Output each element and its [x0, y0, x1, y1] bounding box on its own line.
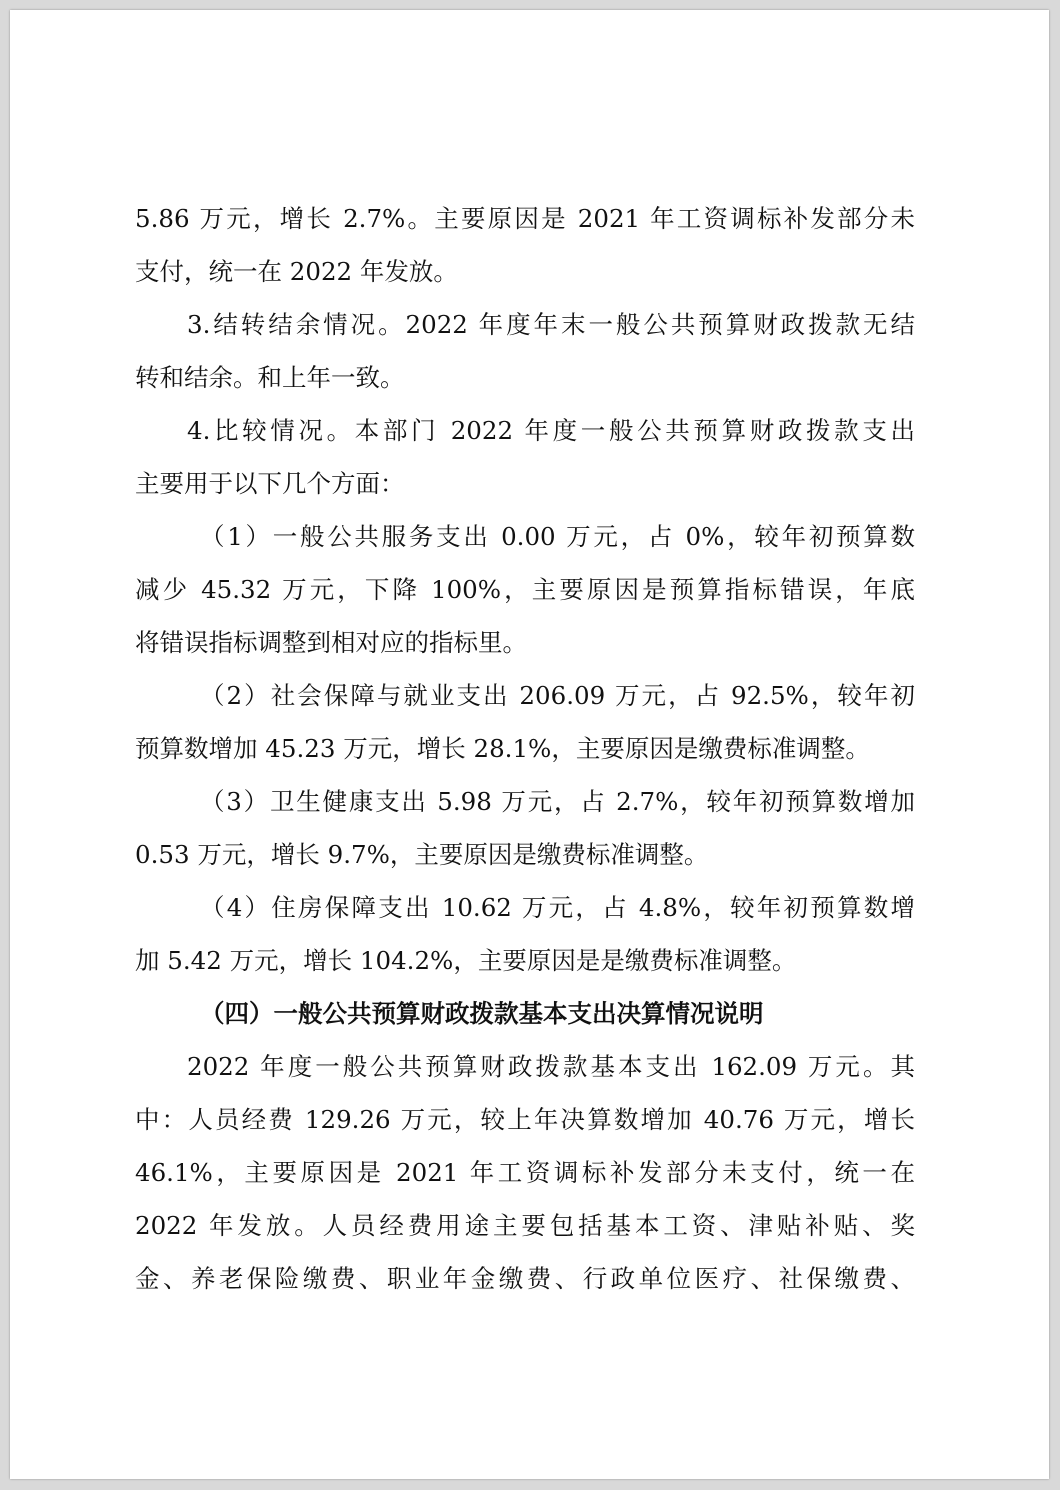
- text-line: 2022 年度一般公共预算财政拨款基本支出 162.09 万元。其: [187, 1052, 915, 1081]
- text-line: 加 5.42 万元，增长 104.2%，主要原因是是缴费标准调整。: [135, 946, 797, 975]
- paragraph-heading-comparison: 4.比较情况。本部门 2022 年度一般公共预算财政拨款支出: [187, 416, 915, 445]
- list-item-3: （3）卫生健康支出 5.98 万元，占 2.7%，较年初预算数增加: [200, 787, 915, 816]
- text-line: 主要用于以下几个方面：: [135, 469, 405, 498]
- text-line: 减少 45.32 万元，下降 100%，主要原因是预算指标错误，年底: [135, 575, 915, 604]
- section-heading: （四）一般公共预算财政拨款基本支出决算情况说明: [200, 999, 764, 1028]
- text-line: 0.53 万元，增长 9.7%，主要原因是缴费标准调整。: [135, 840, 709, 869]
- text-line: 46.1%，主要原因是 2021 年工资调标补发部分未支付，统一在: [135, 1158, 915, 1187]
- list-item-1: （1）一般公共服务支出 0.00 万元，占 0%，较年初预算数: [200, 522, 915, 551]
- text-line: 支付，统一在 2022 年发放。: [135, 257, 458, 286]
- text-line: 2022 年发放。人员经费用途主要包括基本工资、津贴补贴、奖: [135, 1211, 915, 1240]
- text-line: 转和结余。和上年一致。: [135, 363, 405, 392]
- text-line: 预算数增加 45.23 万元，增长 28.1%，主要原因是缴费标准调整。: [135, 734, 870, 763]
- list-item-4: （4）住房保障支出 10.62 万元，占 4.8%，较年初预算数增: [200, 893, 915, 922]
- text-line: 将错误指标调整到相对应的指标里。: [135, 628, 527, 657]
- paragraph-heading-carryover: 3.结转结余情况。2022 年度年末一般公共预算财政拨款无结: [187, 310, 915, 339]
- list-item-2: （2）社会保障与就业支出 206.09 万元，占 92.5%，较年初: [200, 681, 915, 710]
- text-line: 5.86 万元，增长 2.7%。主要原因是 2021 年工资调标补发部分未: [135, 204, 915, 233]
- document-body: [135, 192, 915, 1305]
- text-line: 金、养老保险缴费、职业年金缴费、行政单位医疗、社保缴费、: [135, 1264, 915, 1293]
- text-line: 中：人员经费 129.26 万元，较上年决算数增加 40.76 万元，增长: [135, 1105, 915, 1134]
